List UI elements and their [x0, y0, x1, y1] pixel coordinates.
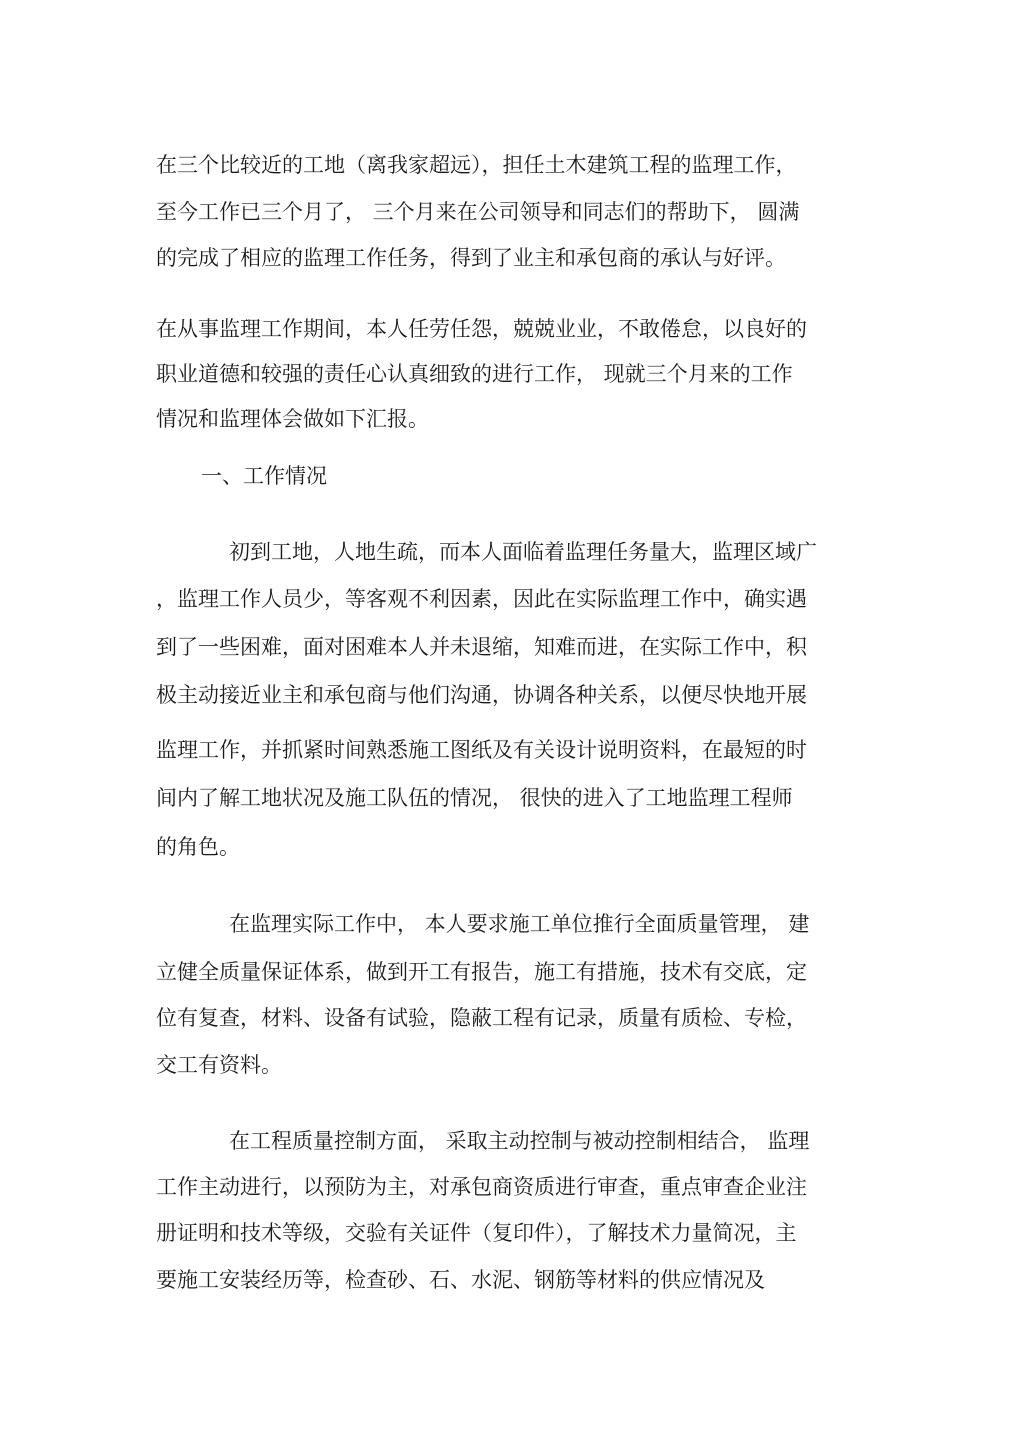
paragraph-3-line-5: 监理工作，并抓紧时间熟悉施工图纸及有关设计说明资料，在最短的时	[156, 738, 807, 762]
paragraph-1-line-1: 在三个比较近的工地（离我家超远），担任土木建筑工程的监理工作，	[156, 153, 797, 177]
paragraph-2-line-2: 职业道德和较强的责任心认真细致的进行工作， 现就三个月来的工作	[156, 362, 793, 386]
paragraph-3-line-7: 的角色。	[156, 835, 240, 859]
paragraph-1-line-3: 的完成了相应的监理工作任务，得到了业主和承包商的承认与好评。	[156, 246, 786, 270]
paragraph-3-line-2: ，监理工作人员少，等客观不利因素，因此在实际监理工作中，确实遇	[156, 587, 807, 611]
paragraph-4-line-3: 位有复查，材料、设备有试验，隐蔽工程有记录，质量有质检、专检，	[156, 1006, 807, 1030]
paragraph-4-line-4: 交工有资料。	[156, 1053, 282, 1077]
paragraph-2-line-3: 情况和监理体会做如下汇报。	[156, 407, 429, 431]
paragraph-5-line-1: 在工程质量控制方面， 采取主动控制与被动控制相结合， 监理	[229, 1129, 810, 1153]
paragraph-3-line-4: 极主动接近业主和承包商与他们沟通，协调各种关系，以便尽快地开展	[156, 683, 807, 707]
section-heading: 一、工作情况	[201, 464, 327, 488]
paragraph-5-line-3: 册证明和技术等级，交验有关证件（复印件），了解技术力量简况，主	[156, 1221, 797, 1245]
paragraph-4-line-2: 立健全质量保证体系，做到开工有报告，施工有措施，技术有交底，定	[156, 960, 807, 984]
paragraph-3-line-1: 初到工地，人地生疏，而本人面临着监理任务量大，监理区域广	[229, 540, 817, 564]
paragraph-4-line-1: 在监理实际工作中， 本人要求施工单位推行全面质量管理， 建	[229, 912, 810, 936]
paragraph-2-line-1: 在从事监理工作期间，本人任劳任怨，兢兢业业，不敢倦怠，以良好的	[156, 317, 807, 341]
paragraph-3-line-3: 到了一些困难，面对困难本人并未退缩，知难而进，在实际工作中，积	[156, 635, 807, 659]
paragraph-5-line-2: 工作主动进行，以预防为主，对承包商资质进行审查，重点审查企业注	[156, 1175, 807, 1199]
paragraph-5-line-4: 要施工安装经历等，检查砂、石、水泥、钢筋等材料的供应情况及	[156, 1268, 765, 1292]
paragraph-3-line-6: 间内了解工地状况及施工队伍的情况， 很快的进入了工地监理工程师	[156, 786, 793, 810]
paragraph-1-line-2: 至今工作已三个月了， 三个月来在公司领导和同志们的帮助下， 圆满	[156, 200, 800, 224]
